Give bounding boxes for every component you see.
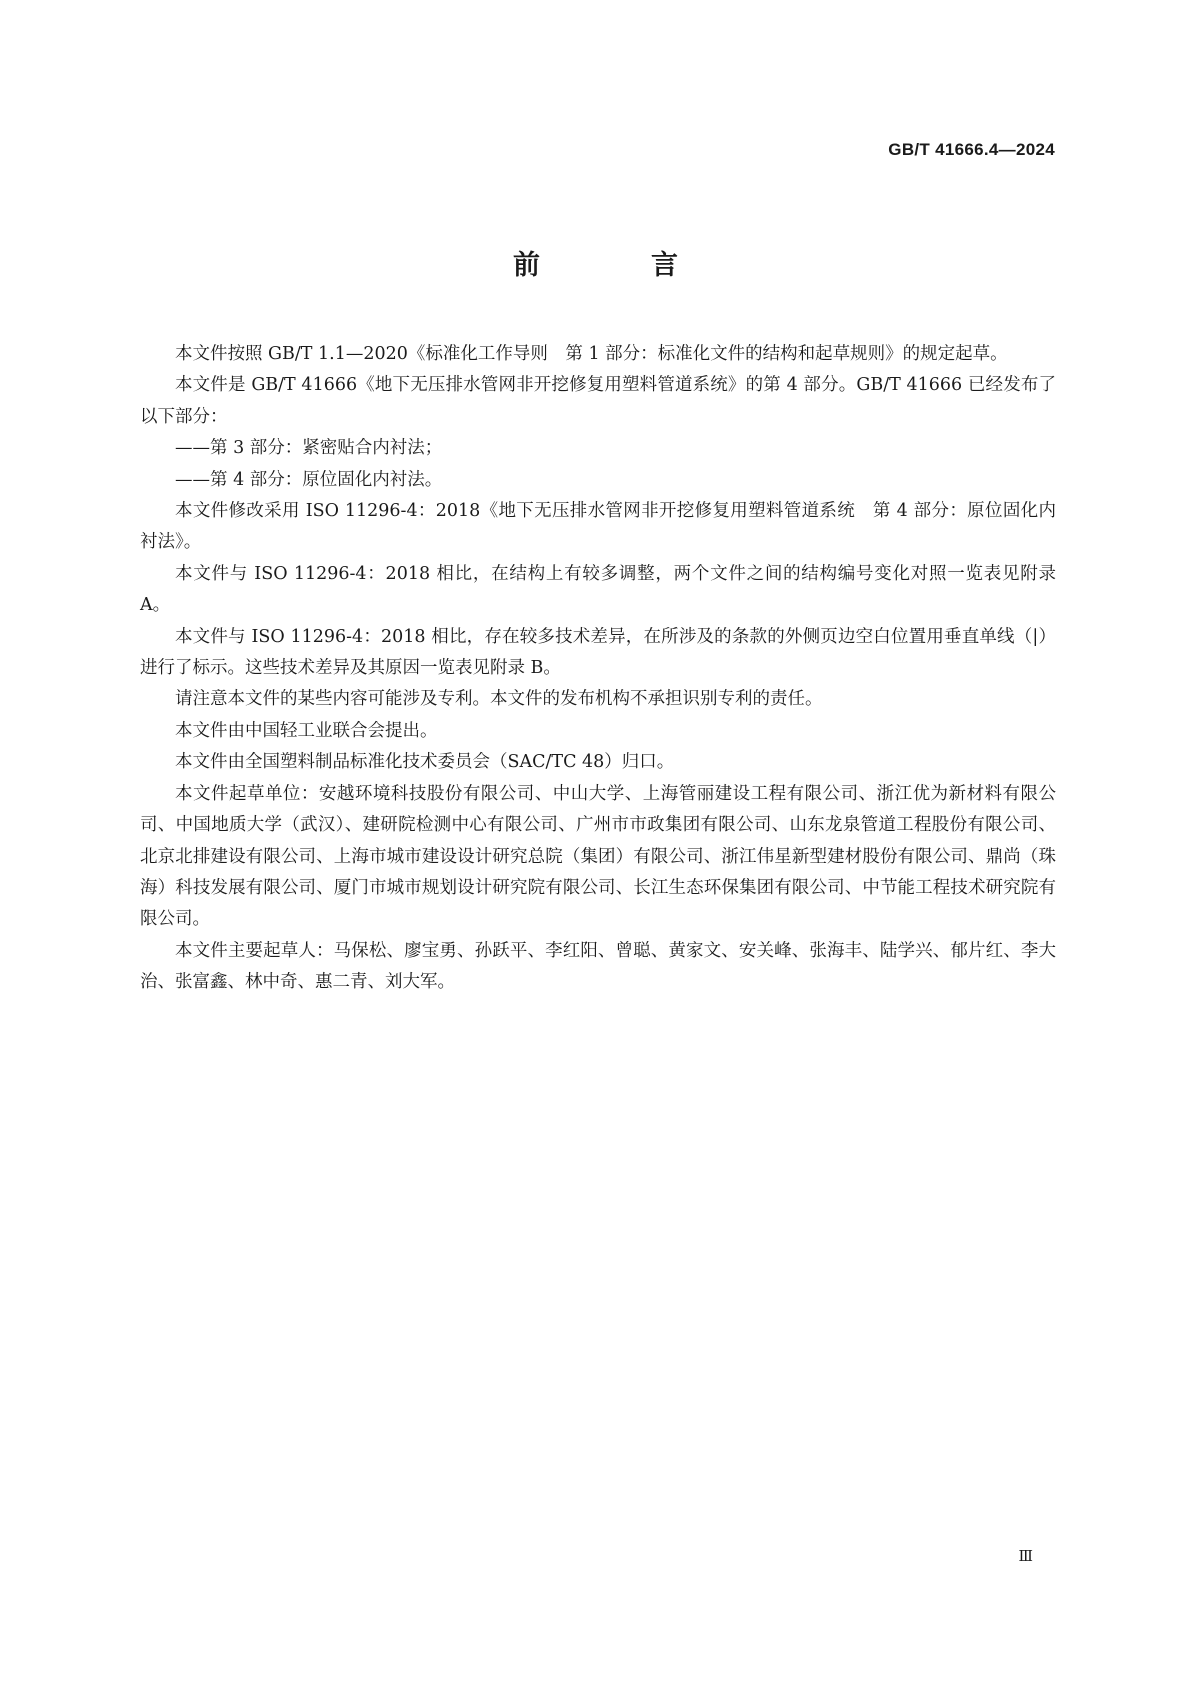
- paragraph: 本文件修改采用 ISO 11296-4：2018《地下无压排水管网非开挖修复用塑料管道系统 第 4 部分：原位固化内衬法》。: [140, 501, 1056, 553]
- paragraph: 本文件按照 GB/T 1.1—2020《标准化工作导则 第 1 部分：标准化文件的结构和起草规则》的规定起草。: [175, 344, 1008, 364]
- page-title: 前 言: [513, 250, 720, 281]
- standard-code: GB/T 41666.4—2024: [888, 140, 1055, 159]
- paragraph: 本文件是 GB/T 41666《地下无压排水管网非开挖修复用塑料管道系统》的第 4 部分。GB/T 41666 已经发布了以下部分：: [140, 375, 1056, 427]
- paragraph: 本文件与 ISO 11296-4：2018 相比，在结构上有较多调整，两个文件之间的结构编号变化对照一览表见附录 A。: [140, 563, 1056, 616]
- list-item: ——第 3 部分：紧密贴合内衬法；: [175, 438, 443, 459]
- paragraph: 本文件由全国塑料制品标准化技术委员会（SAC/TC 48）归口。: [175, 752, 675, 773]
- page-number: Ⅲ: [1018, 1547, 1033, 1565]
- paragraph: 本文件与 ISO 11296-4：2018 相比，存在较多技术差异，在所涉及的条款的外侧页边空白位置用垂直单线（|）进行了标示。这些技术差异及其原因一览表见附录 B。: [140, 626, 1056, 679]
- list-item: ——第 4 部分：原位固化内衬法。: [175, 469, 443, 490]
- paragraph: 本文件由中国轻工业联合会提出。: [175, 720, 438, 741]
- paragraph: 请注意本文件的某些内容可能涉及专利。本文件的发布机构不承担识别专利的责任。: [175, 689, 823, 710]
- paragraph: 本文件主要起草人：马保松、廖宝勇、孙跃平、李红阳、曾聪、黄家文、安关峰、张海丰、陆学兴、郁片红、李大治、张富鑫、林中奇、惠二青、刘大军。: [140, 940, 1056, 993]
- foreword-body: [140, 339, 1056, 999]
- paragraph: 本文件起草单位：安越环境科技股份有限公司、中山大学、上海管丽建设工程有限公司、浙江优为新材料有限公司、中国地质大学（武汉）、建研院检测中心有限公司、广州市市政集团有限公司、山东龙泉管道工程股份有限公司、北京北排建设有限公司、上海市城市建设设计研究总院（集团）有限公司、浙江伟星新型建材股份有限公司、鼎尚（珠海）科技发展有限公司、厦门市城市规划设计研究院有限公司、长江生态环保集团有限公司、中节能工程技术研究院有限公司。: [140, 783, 1056, 930]
